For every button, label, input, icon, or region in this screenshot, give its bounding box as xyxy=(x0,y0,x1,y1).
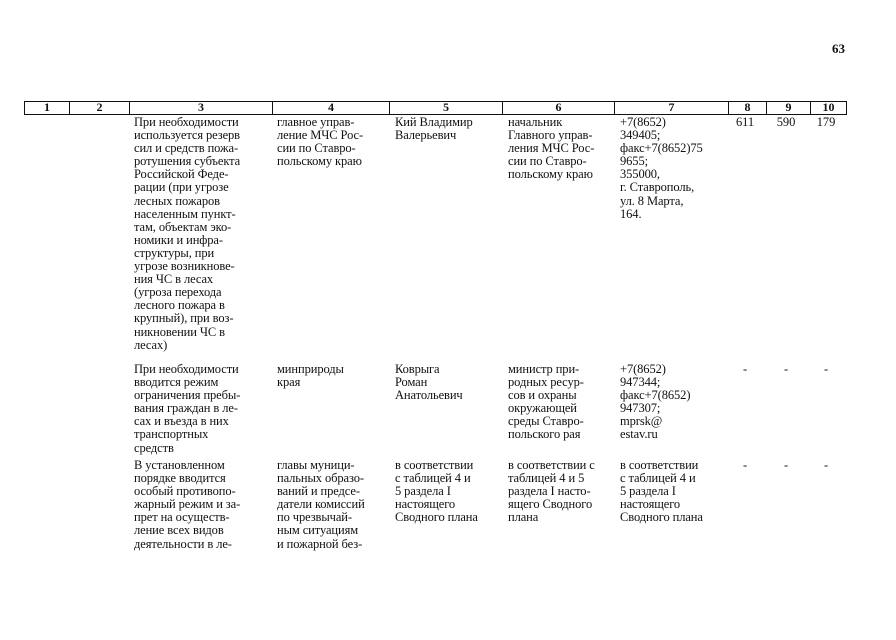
cell-measure: В установленном порядке вводится особый противопо- жарный режим и за- прет на осуществ- ление всех видов деятельности в ле- xyxy=(134,458,241,551)
header-col-5: 5 xyxy=(389,102,502,114)
cell-measure: При необходимости вводится режим ограничения пребы- вания граждан в ле- сах и въезда в них транспортных средств xyxy=(134,362,241,455)
header-col-7: 7 xyxy=(614,102,728,114)
cell-contacts: +7(8652) 947344; факс+7(8652) 947307; mprsk@ estav.ru xyxy=(620,362,691,442)
header-col-10: 10 xyxy=(810,102,846,114)
cell-col10: - xyxy=(823,458,829,472)
page-number: 63 xyxy=(832,41,845,56)
table-header-row xyxy=(24,101,847,115)
cell-person: в соответствии с таблицей 4 и 5 раздела I настоящего Сводного плана xyxy=(395,458,478,525)
header-col-2: 2 xyxy=(69,102,129,114)
cell-measure: При необходимости используется резерв сил и средств пожа- ротушения субъекта Российской Феде- рации (при угрозе лесных пожаров населенным пункт- там, объектам эко- номики и инфра- структуры, при угрозе возникнове- ния ЧС в лесах (угроза перехода лесного пожара в крупный), при воз- никновении ЧС в лесах) xyxy=(134,115,241,352)
cell-col9: - xyxy=(783,362,789,376)
cell-position: в соответствии с таблицей 4 и 5 раздела I насто- ящего Сводного плана xyxy=(508,458,595,525)
cell-col8: - xyxy=(742,458,748,472)
cell-person: Кий Владимир Валерьевич xyxy=(395,115,473,143)
header-col-3: 3 xyxy=(129,102,272,114)
header-col-4: 4 xyxy=(272,102,389,114)
cell-position: министр при- родных ресур- сов и охраны окружающей среды Ставро- польского рая xyxy=(508,362,584,442)
header-col-9: 9 xyxy=(766,102,810,114)
cell-position: начальник Главного управ- ления МЧС Рос- сии по Ставро- польскому краю xyxy=(508,115,595,182)
cell-col8: - xyxy=(742,362,748,376)
header-col-8: 8 xyxy=(728,102,766,114)
cell-contacts: в соответствии с таблицей 4 и 5 раздела I настоящего Сводного плана xyxy=(620,458,703,525)
cell-organization: минприроды края xyxy=(277,362,344,390)
cell-person: Коврыга Роман Анатольевич xyxy=(395,362,463,403)
cell-col10: - xyxy=(823,362,829,376)
cell-col10: 179 xyxy=(816,115,836,129)
cell-contacts: +7(8652) 349405; факс+7(8652)75 9655; 355000, г. Ставрополь, ул. 8 Марта, 164. xyxy=(620,115,703,221)
header-col-1: 1 xyxy=(44,100,50,114)
header-col-6: 6 xyxy=(502,102,614,114)
cell-col9: - xyxy=(783,458,789,472)
cell-col9: 590 xyxy=(776,115,796,129)
cell-col8: 611 xyxy=(736,115,754,129)
cell-organization: главы муници- пальных образо- ваний и предсе- датели комиссий по чрезвычай- ным ситуациям и пожарной без- xyxy=(277,458,365,551)
cell-organization: главное управ- ление МЧС Рос- сии по Ставро- польскому краю xyxy=(277,115,364,169)
